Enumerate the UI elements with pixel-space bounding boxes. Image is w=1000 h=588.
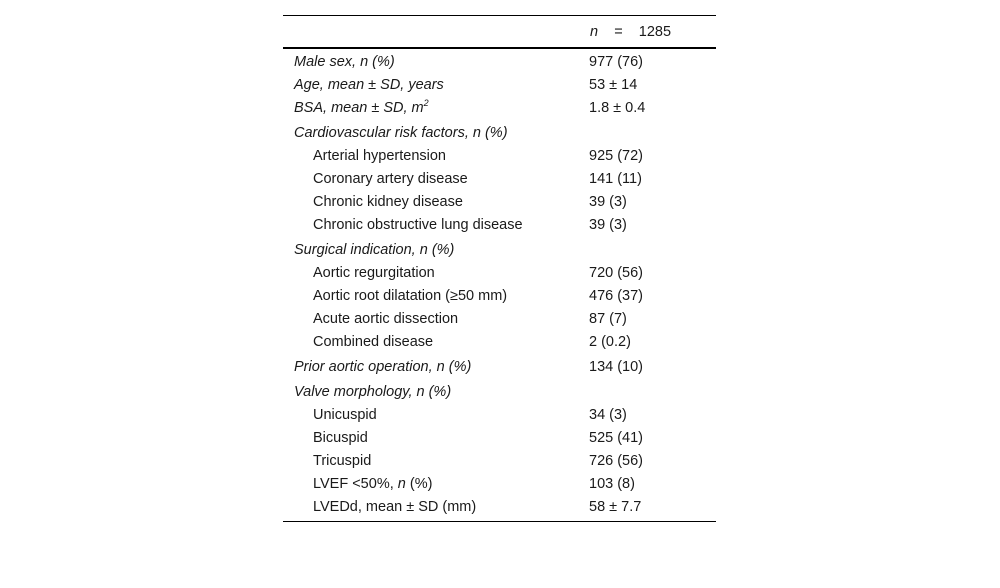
table-section-risk-factors (283, 122, 716, 145)
table-row-age (283, 74, 716, 97)
row-value: 39 (3) (589, 217, 627, 233)
header-total-cell (590, 24, 671, 40)
table-row-copd (283, 214, 716, 237)
row-label: Arterial hypertension (313, 148, 446, 164)
row-label-text: BSA, mean ± SD, m (294, 100, 424, 116)
table-row-bsa (283, 97, 716, 120)
row-label: Coronary artery disease (313, 171, 468, 187)
row-label: Acute aortic dissection (313, 311, 459, 327)
header-n-label: n (590, 24, 599, 40)
row-value: 925 (72) (589, 148, 644, 164)
row-label: Prior aortic operation, n (%) (294, 359, 472, 375)
table-row-acute-dissection (283, 308, 716, 331)
row-label: Male sex, n (%) (294, 54, 395, 70)
table-row-prior-operation (283, 356, 716, 379)
row-value: 726 (56) (589, 453, 644, 469)
row-value: 58 ± 7.7 (589, 499, 642, 515)
table-row-cad (283, 168, 716, 191)
row-value: 977 (76) (589, 54, 644, 70)
row-value: 53 ± 14 (589, 77, 638, 93)
row-label-superscript: 2 (423, 98, 429, 108)
row-value: 141 (11) (589, 171, 642, 187)
header-equals: = (614, 24, 623, 40)
row-label: Age, mean ± SD, years (294, 77, 444, 93)
header-total-value: 1285 (638, 24, 672, 40)
baseline-characteristics-table (283, 15, 716, 522)
row-label: Tricuspid (313, 453, 372, 469)
row-value: 34 (3) (589, 407, 627, 423)
section-label: Valve morphology, n (%) (294, 384, 452, 400)
table-row-ckd (283, 191, 716, 214)
table-header-row (283, 16, 716, 49)
table-row-hypertension (283, 145, 716, 168)
row-label: Unicuspid (313, 407, 377, 423)
row-label: Aortic regurgitation (313, 265, 435, 281)
row-value: 525 (41) (589, 430, 644, 446)
row-value: 134 (10) (589, 359, 644, 375)
row-label (313, 473, 432, 496)
row-value: 87 (7) (589, 311, 627, 327)
section-label: Cardiovascular risk factors, n (%) (294, 125, 508, 141)
table-row-tricuspid (283, 450, 716, 473)
row-value: 720 (56) (589, 265, 644, 281)
row-value: 103 (8) (589, 476, 635, 492)
table-section-surgical-indication (283, 239, 716, 262)
row-label: Chronic obstructive lung disease (313, 217, 523, 233)
row-label: Chronic kidney disease (313, 194, 463, 210)
section-label: Surgical indication, n (%) (294, 242, 455, 258)
table-row-male-sex (283, 51, 716, 74)
row-label-italic: n (397, 476, 406, 492)
table-row-lvedd (283, 496, 716, 519)
row-value: 2 (0.2) (589, 334, 631, 350)
table-row-unicuspid (283, 404, 716, 427)
table-row-lvef (283, 473, 716, 496)
table-row-root-dilatation (283, 285, 716, 308)
row-value: 1.8 ± 0.4 (589, 100, 646, 116)
table-row-combined-disease (283, 331, 716, 354)
row-label-prefix: LVEF <50%, (313, 476, 398, 492)
row-label: Bicuspid (313, 430, 368, 446)
row-label: LVEDd, mean ± SD (mm) (313, 499, 477, 515)
table-bottom-rule (283, 521, 716, 522)
row-value: 476 (37) (589, 288, 644, 304)
row-label: Combined disease (313, 334, 434, 350)
row-value: 39 (3) (589, 194, 627, 210)
row-label-suffix: (%) (405, 476, 433, 492)
row-label (294, 97, 429, 120)
row-label: Aortic root dilatation (≥50 mm) (313, 288, 508, 304)
table-section-valve-morphology (283, 381, 716, 404)
table-row-bicuspid (283, 427, 716, 450)
table-row-aortic-regurgitation (283, 262, 716, 285)
